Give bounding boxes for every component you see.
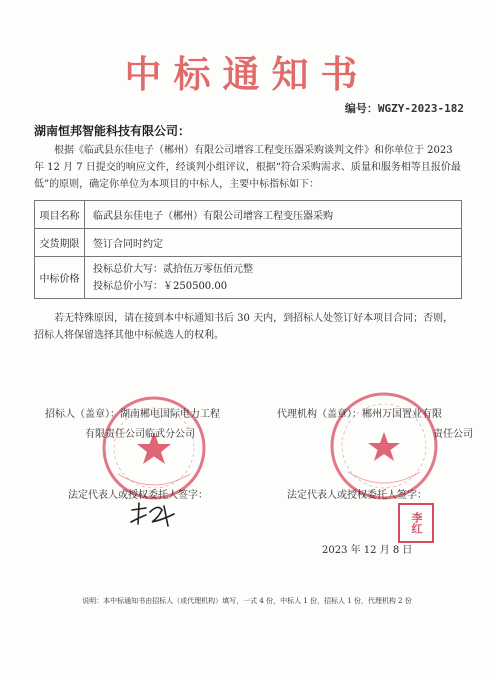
name-stamp-icon bbox=[398, 503, 434, 543]
table-row bbox=[35, 257, 462, 299]
award-table bbox=[34, 200, 462, 299]
footer-note: 说明：本中标通知书由招标人（或代理机构）填写，一式 4 份，中标人 1 份，招标人 1 份，代理机构 2 份 bbox=[82, 597, 412, 605]
document-number bbox=[345, 100, 464, 116]
price-upper: 投标总价大写：贰拾伍万零伍佰元整 bbox=[93, 263, 253, 275]
addressee: 湖南恒邦智能科技有限公司： bbox=[34, 124, 191, 138]
tenderer-rep-label: 法定代表人或授权委托人签字： bbox=[68, 490, 208, 501]
price-cell bbox=[85, 257, 462, 299]
price-label: 中标价格 bbox=[35, 257, 85, 299]
tenderer-label-cont: 有限责任公司临武分公司 bbox=[85, 429, 195, 440]
table-row bbox=[35, 201, 462, 229]
name-stamp-text: 李红 bbox=[410, 512, 423, 534]
tenderer-label: 招标人（盖章）：湖南郴电国际电力工程 bbox=[45, 409, 220, 420]
table-row bbox=[35, 229, 462, 257]
issue-date: 2023 年 12 月 8 日 bbox=[322, 545, 413, 556]
agency-rep-label: 法定代表人或授权委托人签字： bbox=[287, 490, 427, 501]
delivery-value: 签订合同时约定 bbox=[85, 229, 462, 257]
agency-label: 代理机构（盖章）：郴州万国置业有限 bbox=[277, 409, 442, 420]
closing-paragraph: 若无特殊原因，请在接到本中标通知书后 30 天内，到招标人处签订好本项目合同；否则，招标人将保留选择其他中标候选人的权利。 bbox=[34, 313, 454, 341]
document-title: 中标通知书 bbox=[124, 52, 370, 96]
project-name-value: 临武县东佳电子（郴州）有限公司增容工程变压器采购 bbox=[85, 201, 462, 229]
price-lower: 投标总价小写：￥250500.00 bbox=[93, 280, 228, 292]
handwritten-signature-icon bbox=[128, 500, 180, 530]
agency-label-cont: 责任公司 bbox=[433, 429, 473, 440]
project-name-label: 项目名称 bbox=[35, 201, 85, 229]
document-number-value: WGZY-2023-182 bbox=[377, 102, 464, 115]
delivery-label: 交货期限 bbox=[35, 229, 85, 257]
document-number-label: 编号： bbox=[344, 102, 378, 115]
intro-paragraph: 根据《临武县东佳电子（郴州）有限公司增容工程变压器采购谈判文件》和你单位于 2023 年 12 月 7 日提交的响应文件，经谈判小组评议，根据“符合采购需求、质量和服务相等且报价最低”的原则，确定你单位为本项目的中标人，主要中标指标如下： bbox=[34, 145, 461, 190]
